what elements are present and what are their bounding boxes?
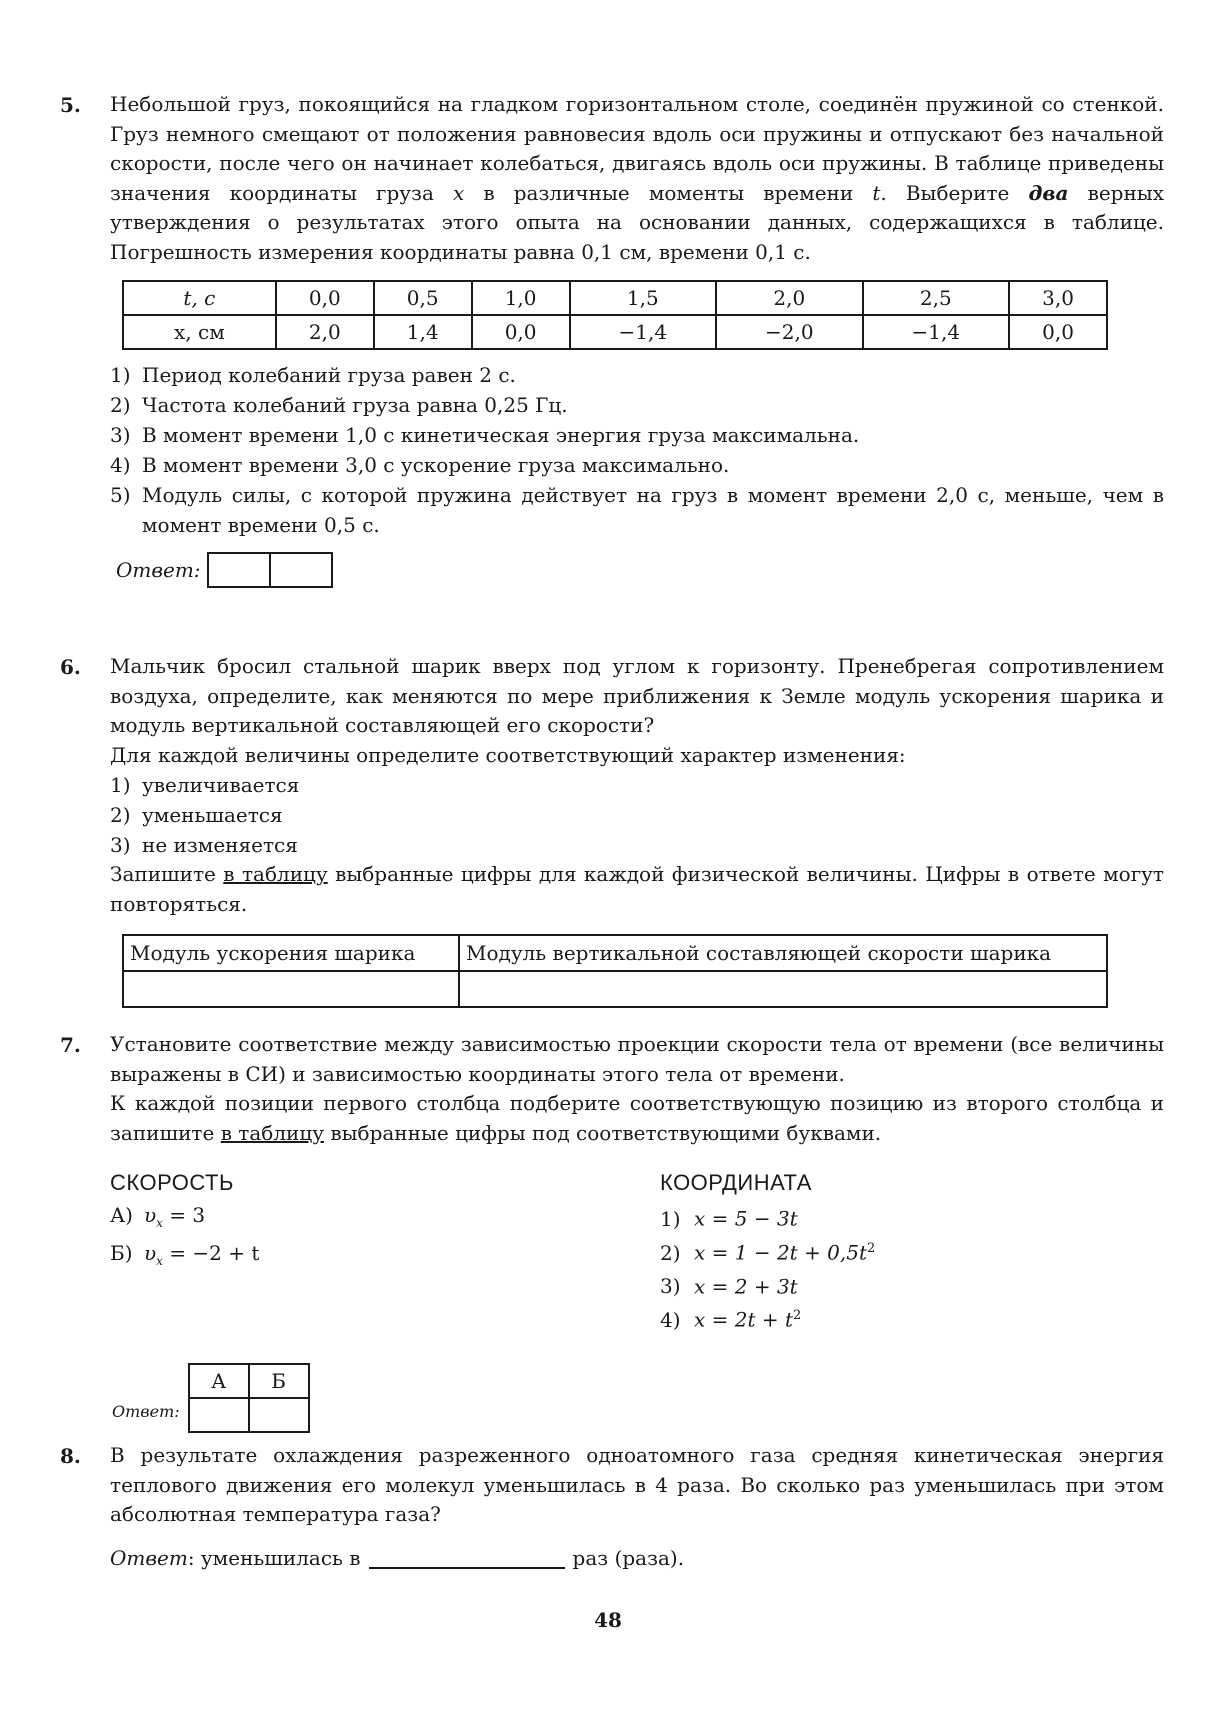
table-cell: 2,0: [276, 315, 374, 349]
velocity-column: [110, 1168, 660, 1335]
answer-suffix: раз (раза).: [572, 1545, 685, 1570]
option-item: 2) Частота колебаний груза равна 0,25 Гц.: [110, 392, 568, 417]
answer-label: Ответ: [110, 1545, 188, 1570]
problem-number: 6.: [60, 655, 81, 679]
answer-row: Ответ: уменьшилась в раз (раза).: [110, 1545, 685, 1570]
table-cell: 0,0: [1009, 315, 1107, 349]
data-table: [122, 280, 1108, 350]
table-cell: 2,5: [863, 281, 1009, 315]
velocity-item: Б) $\upsilon_x = -2 + t$: [110, 1241, 260, 1269]
column-header: Модуль ускорения шарика: [123, 935, 459, 971]
problem-text: В результате охлаждения разреженного одноатомного газа средняя кинетическая энергия теплового движения его молекул уменьшилась в 4 раза. Во сколько раз уменьшилась при этом абсолютная температура газа?: [110, 1443, 1164, 1527]
table-cell: −2,0: [716, 315, 862, 349]
problem-8: [60, 1441, 1164, 1570]
velocity-item: А) $\upsilon_x = 3$: [110, 1203, 206, 1231]
column-header: А: [189, 1364, 249, 1398]
answer-cell[interactable]: [123, 971, 459, 1007]
answer-cell[interactable]: [249, 1398, 309, 1432]
answer-cell[interactable]: [209, 554, 269, 586]
problem-text: Установите соответствие между зависимостью проекции скорости тела от времени (все величины выражены в СИ) и зависимостью координаты этого тела от времени.: [110, 1032, 1164, 1086]
answer-boxes: [207, 552, 333, 588]
instruction-text: К каждой позиции первого столбца подберите соответствующую позицию из второго столбца и запишите в таблицу выбранные цифры под соответствующими буквами.: [110, 1091, 1164, 1145]
answer-cell[interactable]: [269, 554, 331, 586]
problem-number: 7.: [60, 1033, 81, 1057]
coordinate-item: 4) $x = 2t + t^2$: [660, 1308, 802, 1332]
answer-label: Ответ:: [116, 557, 201, 582]
problem-number: 5.: [60, 93, 81, 117]
option-item: 2) уменьшается: [110, 803, 283, 828]
answer-table: [188, 1363, 310, 1433]
answer-table: [122, 934, 1108, 1008]
coordinate-item: 2) $x = 1 - 2t + 0,5t^2$: [660, 1240, 876, 1265]
problem-6: [60, 652, 1164, 1008]
instruction-text: Для каждой величины определите соответствующий характер изменения:: [110, 742, 906, 767]
option-item: 1) увеличивается: [110, 773, 300, 798]
table-cell: 3,0: [1009, 281, 1107, 315]
problem-7: [60, 1030, 1164, 1433]
table-cell: 1,5: [570, 281, 716, 315]
option-item: 3) не изменяется: [110, 833, 298, 858]
table-cell: 1,4: [374, 315, 472, 349]
option-item: 5) Модуль силы, с которой пружина действует на груз в момент времени 2,0 с, меньше, чем в момент времени 0,5 с.: [110, 482, 1164, 537]
problem-5: [60, 90, 1164, 588]
answer-blank[interactable]: [369, 1547, 565, 1569]
answer-row: [110, 552, 1164, 588]
options-list: [110, 360, 1164, 540]
table-cell: 0,0: [276, 281, 374, 315]
column-header: Б: [249, 1364, 309, 1398]
problem-text: Небольшой груз, покоящийся на гладком горизонтальном столе, соединён пружиной со стенкой. Груз немного смещают от положения равновесия вдоль оси пружины и отпускают без начальной скорости, после чего он начинает колебаться, двигаясь вдоль оси пружины. В таблице приведены значения координаты груза x в различные моменты времени t. Выберите два верных утверждения о результатах этого опыта на основании данных, содержащихся в таблице. Погрешность измерения координаты равна 0,1 см, времени 0,1 с.: [110, 92, 1165, 264]
column-heading: КООРДИНАТА: [660, 1170, 812, 1196]
table-cell: 0,0: [472, 315, 570, 349]
column-heading: СКОРОСТЬ: [110, 1170, 234, 1196]
write-instruction: Запишите в таблицу выбранные цифры для каждой физической величины. Цифры в ответе могут повторяться.: [110, 862, 1164, 916]
table-cell: −1,4: [863, 315, 1009, 349]
coordinate-column: [660, 1168, 1160, 1335]
table-row-label: t, с: [123, 281, 276, 315]
matching-columns: [110, 1168, 1164, 1335]
answer-cell[interactable]: [189, 1398, 249, 1432]
table-cell: −1,4: [570, 315, 716, 349]
problem-number: 8.: [60, 1444, 81, 1468]
coordinate-item: 1) x = 5 − 3t: [660, 1207, 798, 1232]
option-item: 4) В момент времени 3,0 с ускорение груза максимально.: [110, 452, 730, 477]
table-row-label: x, см: [123, 315, 276, 349]
coordinate-item: 3) x = 2 + 3t: [660, 1274, 798, 1299]
table-cell: 1,0: [472, 281, 570, 315]
answer-label: Ответ:: [112, 1402, 180, 1421]
table-cell: 2,0: [716, 281, 862, 315]
option-item: 3) В момент времени 1,0 с кинетическая энергия груза максимальна.: [110, 422, 860, 447]
answer-cell[interactable]: [459, 971, 1107, 1007]
option-item: 1) Период колебаний груза равен 2 с.: [110, 362, 516, 387]
column-header: Модуль вертикальной составляющей скорости шарика: [459, 935, 1107, 971]
table-cell: 0,5: [374, 281, 472, 315]
problem-text: Мальчик бросил стальной шарик вверх под углом к горизонту. Пренебрегая сопротивлением воздуха, определите, как меняются по мере приближения к Земле модуль ускорения шарика и модуль вертикальной составляющей его скорости?: [110, 654, 1164, 738]
answer-row: [110, 1363, 1164, 1433]
page-number: 48: [594, 1608, 622, 1632]
